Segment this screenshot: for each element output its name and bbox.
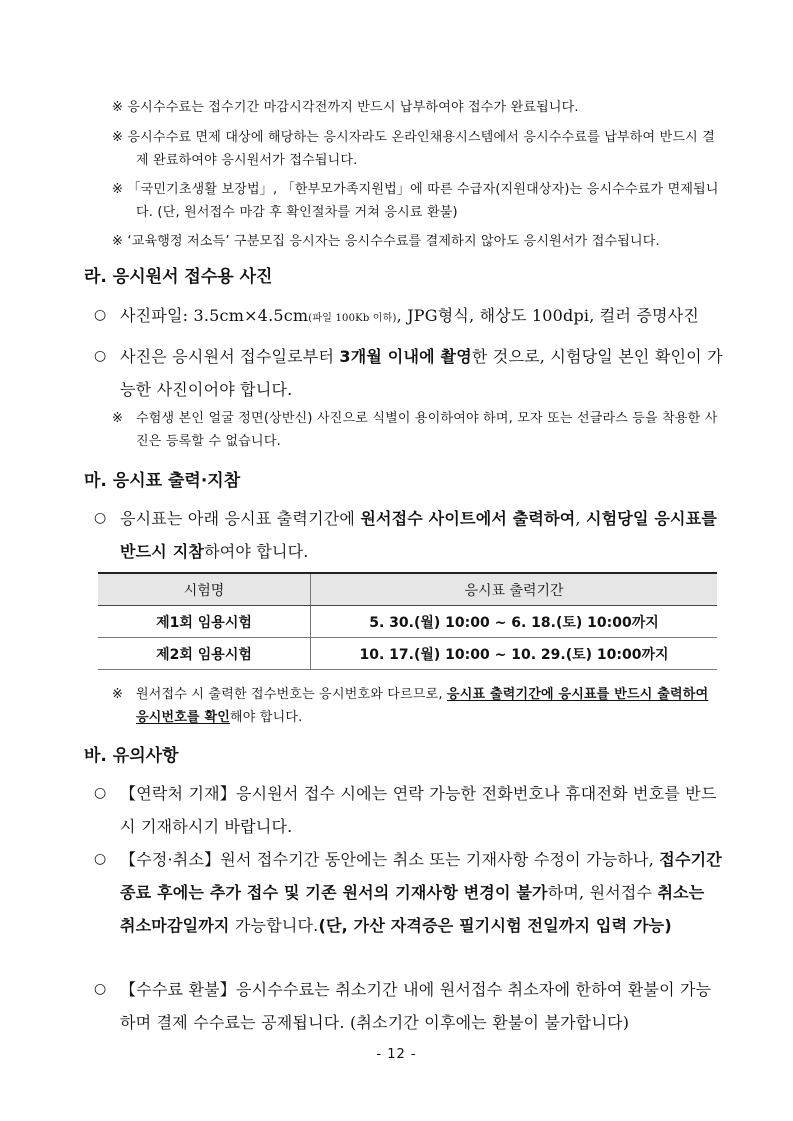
circle-bullet: ○: [94, 307, 107, 323]
ma-registration-number-note: ※ 원서접수 시 출력한 접수번호는 응시번호와 다르므로, 응시표 출력기간에 응시표를 반드시 출력하여 응시번호를 확인해야 합니다.: [112, 683, 722, 729]
fee-note-4: ※ ‘교육행정 저소득’ 구분모집 응시자는 응시수수료를 결제하지 않아도 응시원서가 접수됩니다.: [112, 234, 660, 249]
ba-item-contact: ○ 【연락처 기재】응시원서 접수 시에는 연락 가능한 전화번호나 휴대전화 번호를 반드시 기재하시기 바랍니다.: [94, 777, 724, 843]
section-ra-heading: 라. 응시원서 접수용 사진: [84, 267, 273, 287]
ra-item-photo-file: ○ 사진파일: 3.5cm×4.5cm(파일 100Kb 이하), JPG형식, 해상도 100dpi, 컬러 증명사진: [94, 299, 724, 335]
table-row: [98, 638, 717, 670]
fee-note-3: ※ 「국민기초생활 보장법」, 「한부모가족지원법」에 따른 수급자(지원대상자)는 응시수수료가 면제됩니다. (단, 원서접수 마감 후 확인절차를 거쳐 응시료 환불): [112, 182, 719, 220]
fee-note-1: ※ 응시수수료는 접수기간 마감시각전까지 반드시 납부하여야 접수가 완료됩니다.: [112, 100, 579, 115]
ma-item-admission-ticket: ○ 응시표는 아래 응시표 출력기간에 원서접수 사이트에서 출력하여, 시험당일 응시표를 반드시 지참하여야 합니다.: [94, 502, 724, 568]
section-ba-heading: 바. 유의사항: [84, 746, 179, 766]
print-period-cell: 5. 30.(월) 10:00 ~ 6. 18.(토) 10:00까지: [311, 606, 718, 638]
exam-name-cell: 제2회 임용시험: [98, 638, 311, 670]
ra-photo-note: ※ 수험생 본인 얼굴 정면(상반신) 사진으로 식별이 용이하여야 하며, 모자 또는 선글라스 등을 착용한 사진은 등록할 수 없습니다.: [112, 407, 722, 453]
page-number: - 12 -: [376, 1047, 417, 1062]
section-ma-heading: 마. 응시표 출력·지참: [84, 471, 241, 491]
circle-bullet: ○: [94, 785, 107, 801]
circle-bullet: ○: [94, 348, 107, 364]
table-row: [98, 606, 717, 638]
table-header-row: [98, 573, 717, 606]
circle-bullet: ○: [94, 851, 107, 867]
print-period-cell: 10. 17.(월) 10:00 ~ 10. 29.(토) 10:00까지: [311, 638, 718, 670]
ba-item-edit-cancel: ○ 【수정·취소】원서 접수기간 동안에는 취소 또는 기재사항 수정이 가능하나, 접수기간 종료 후에는 추가 접수 및 기존 원서의 기재사항 변경이 불가하며, 원서접수 취소는 취소마감일까지 가능합니다.(단, 가산 자격증은 필기시험 전일까지 입력 가능): [94, 843, 724, 942]
fee-note-2: ※ 응시수수료 면제 대상에 해당하는 응시자라도 온라인채용시스템에서 응시수수료를 납부하여 반드시 결제 완료하여야 응시원서가 접수됩니다.: [112, 130, 716, 168]
ticket-print-period-table: [98, 572, 717, 670]
circle-bullet: ○: [94, 510, 107, 526]
circle-bullet: ○: [94, 981, 107, 997]
note-mark: ※: [112, 687, 124, 702]
exam-name-cell: 제1회 임용시험: [98, 606, 311, 638]
note-mark: ※: [112, 411, 124, 426]
ra-item-photo-period: ○ 사진은 응시원서 접수일로부터 3개월 이내에 촬영한 것으로, 시험당일 본인 확인이 가능한 사진이어야 합니다.: [94, 340, 724, 406]
header-exam-name: 시험명: [98, 573, 311, 606]
ba-item-refund: ○ 【수수료 환불】응시수수료는 취소기간 내에 원서접수 취소자에 한하여 환불이 가능하며 결제 수수료는 공제됩니다. (취소기간 이후에는 환불이 불가합니다): [94, 973, 724, 1039]
header-print-period: 응시표 출력기간: [311, 573, 718, 606]
